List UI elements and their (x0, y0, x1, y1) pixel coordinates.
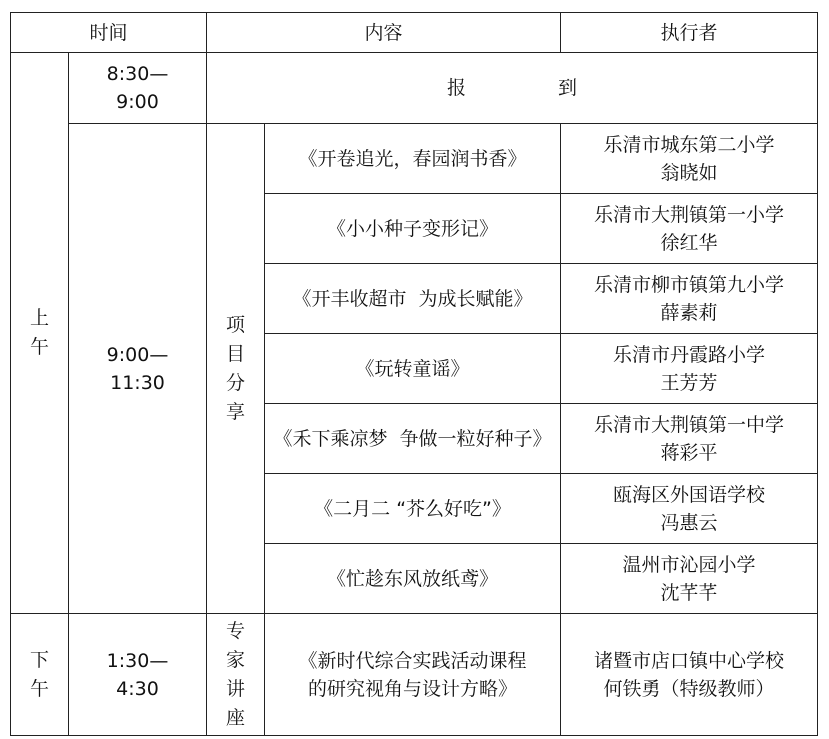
item-title: 《禾下乘凉梦 争做一粒好种子》 (265, 404, 561, 474)
item-school: 瓯海区外国语学校 (613, 483, 766, 506)
time-start: 8:30— (106, 63, 169, 85)
time-cell (69, 614, 207, 736)
item-school: 乐清市丹霞路小学 (613, 343, 766, 366)
header-time: 时间 (11, 13, 207, 53)
item-title: 《开丰收超市 为成长赋能》 (265, 264, 561, 334)
item-school: 温州市沁园小学 (622, 553, 756, 576)
time-cell (69, 53, 207, 124)
time-start: 9:00— (106, 343, 169, 366)
table-row (11, 124, 818, 194)
table-row (11, 53, 818, 124)
item-title: 《二月二 “芥么好吃”》 (265, 474, 561, 544)
item-person: 翁晓如 (660, 161, 718, 184)
table-row (11, 614, 818, 736)
item-person: 薛素莉 (660, 301, 718, 324)
title-line-2: 的研究视角与设计方略》 (308, 677, 518, 700)
period-label: 下午 (29, 648, 49, 700)
item-person: 王芳芳 (660, 371, 718, 394)
time-cell (69, 124, 207, 614)
item-title: 《忙趁东风放纸鸢》 (265, 544, 561, 614)
item-executor (561, 194, 818, 264)
item-school: 乐清市城东第二小学 (603, 133, 775, 156)
item-title: 《小小种子变形记》 (265, 194, 561, 264)
item-title: 《玩转童谣》 (265, 334, 561, 404)
item-school: 乐清市大荆镇第一小学 (594, 203, 785, 226)
item-executor (561, 474, 818, 544)
item-person: 何铁勇（特级教师） (603, 677, 775, 700)
item-executor (561, 264, 818, 334)
item-executor (561, 614, 818, 736)
registration-char-2: 到 (558, 77, 578, 99)
time-end: 4:30 (116, 677, 159, 700)
item-title (265, 614, 561, 736)
schedule-table (10, 12, 818, 736)
category-label: 专家讲座 (226, 619, 246, 729)
item-school: 乐清市柳市镇第九小学 (594, 273, 785, 296)
item-school: 乐清市大荆镇第一中学 (594, 413, 785, 436)
period-label: 上午 (29, 307, 49, 358)
header-content: 内容 (207, 13, 561, 53)
item-person: 蒋彩平 (660, 441, 718, 464)
item-school: 诸暨市店口镇中心学校 (594, 649, 785, 672)
category-cell (207, 124, 265, 614)
category-cell (207, 614, 265, 736)
time-start: 1:30— (106, 649, 169, 672)
item-person: 沈芊芊 (660, 581, 718, 604)
item-person: 冯惠云 (660, 511, 718, 534)
period-afternoon (11, 614, 69, 736)
period-morning (11, 53, 69, 614)
header-row (11, 13, 818, 53)
item-executor (561, 404, 818, 474)
item-executor (561, 544, 818, 614)
registration-char-1: 报 (447, 77, 467, 99)
item-executor (561, 334, 818, 404)
title-line-1: 《新时代综合实践活动课程 (298, 649, 527, 672)
item-executor (561, 124, 818, 194)
category-label: 项目分享 (226, 313, 246, 423)
time-end: 9:00 (116, 91, 159, 113)
header-executor: 执行者 (561, 13, 818, 53)
time-end: 11:30 (110, 371, 165, 394)
item-title: 《开卷追光，春园润书香》 (265, 124, 561, 194)
registration-cell (207, 53, 818, 124)
item-person: 徐红华 (660, 231, 718, 254)
